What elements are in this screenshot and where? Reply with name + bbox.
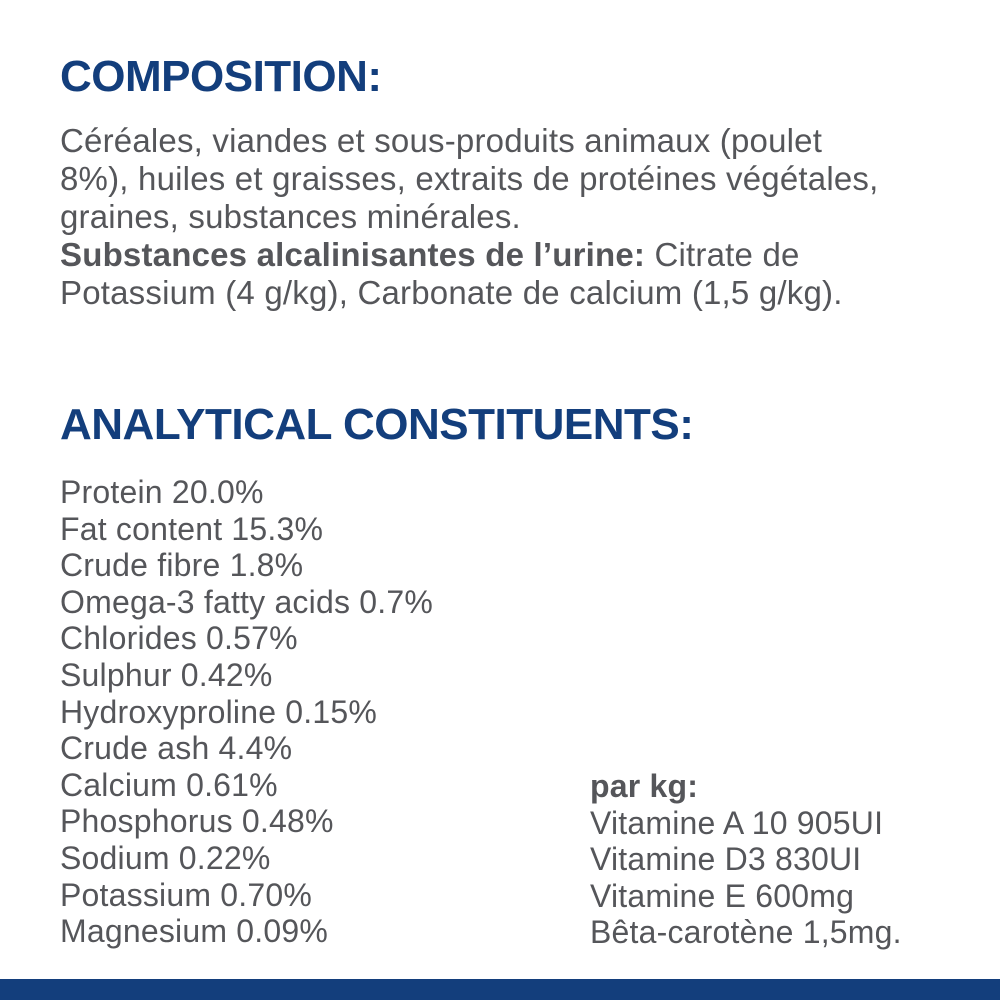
constituent-row: Sodium 0.22% — [60, 839, 271, 876]
vitamin-row: Vitamine D3 830UI — [590, 841, 862, 878]
per-kg-block — [590, 768, 902, 951]
constituent-row: Calcium 0.61% — [60, 766, 278, 803]
constituent-row: Sulphur 0.42% — [60, 656, 273, 693]
vitamin-row: Vitamine A 10 905UI — [590, 804, 884, 841]
constituent-row: Magnesium 0.09% — [60, 913, 329, 950]
constituent-row: Phosphorus 0.48% — [60, 803, 334, 840]
constituent-row: Protein 20.0% — [60, 474, 264, 510]
vitamin-row: Bêta-carotène 1,5mg. — [590, 914, 902, 951]
composition-line: 8%), huiles et graisses, extraits de protéines végétales, — [60, 160, 879, 197]
per-kg-label: par kg: — [590, 768, 699, 804]
constituent-row: Hydroxyproline 0.15% — [60, 693, 378, 730]
vitamin-row: Vitamine E 600mg — [590, 877, 855, 914]
constituents-list — [60, 474, 433, 950]
composition-line: Potassium (4 g/kg), Carbonate de calcium (1,5 g/kg). — [60, 274, 843, 311]
bottom-brand-bar — [0, 979, 1000, 1000]
composition-heading: COMPOSITION: — [60, 52, 382, 101]
composition-line — [60, 236, 878, 274]
constituent-row: Fat content 15.3% — [60, 510, 324, 547]
constituent-row: Crude ash 4.4% — [60, 730, 293, 767]
constituent-row: Crude fibre 1.8% — [60, 547, 304, 584]
composition-line: Céréales, viandes et sous-produits animaux (poulet — [60, 122, 823, 159]
composition-paragraph — [60, 122, 878, 312]
alkalinizing-substances-value-start: Citrate de — [645, 236, 800, 273]
analytical-constituents-heading: ANALYTICAL CONSTITUENTS: — [60, 400, 694, 449]
constituent-row: Potassium 0.70% — [60, 876, 313, 913]
constituent-row: Omega-3 fatty acids 0.7% — [60, 583, 433, 620]
composition-line: graines, substances minérales. — [60, 198, 521, 235]
constituent-row: Chlorides 0.57% — [60, 620, 298, 657]
alkalinizing-substances-label: Substances alcalinisantes de l’urine: — [60, 236, 646, 273]
